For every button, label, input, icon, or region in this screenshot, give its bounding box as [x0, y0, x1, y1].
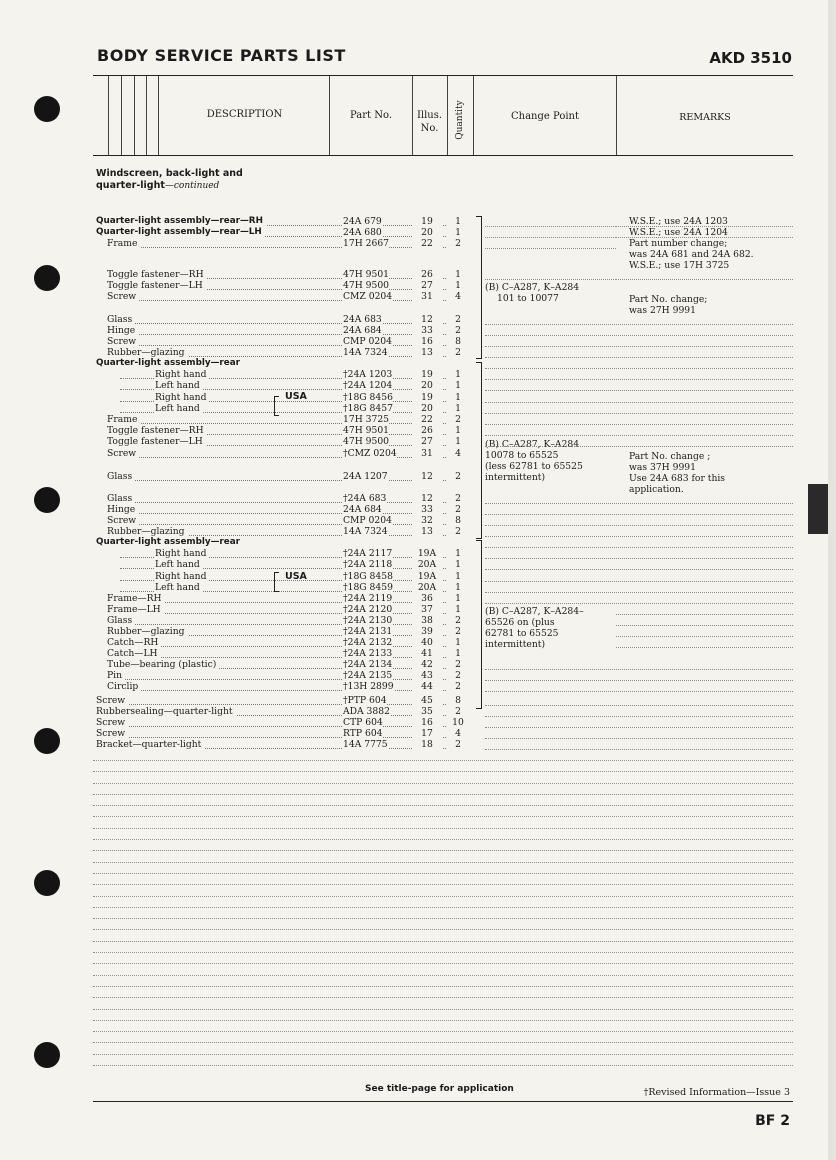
quantity-value: 2: [446, 238, 470, 249]
part-number: 47H 9501: [343, 269, 390, 280]
part-number: 24A 1207: [343, 471, 388, 482]
blank-ruled-line: [93, 963, 793, 964]
part-number: †13H 2899: [343, 681, 394, 692]
part-description: Screw: [107, 291, 139, 302]
quantity-value: 2: [446, 526, 470, 537]
part-description: Circlip: [107, 681, 141, 692]
usa-bracket: [274, 572, 279, 592]
part-description: Right hand: [155, 369, 209, 380]
illustration-number: 33: [412, 504, 442, 515]
quantity-value: 2: [446, 706, 470, 717]
illustration-number: 35: [412, 706, 442, 717]
ruled-line: [485, 603, 793, 604]
quantity-value: 2: [446, 615, 470, 626]
blank-ruled-line: [93, 771, 793, 772]
part-description: Quarter-light assembly—rear: [96, 537, 240, 547]
illustration-number: 36: [412, 593, 442, 604]
quantity-value: 8: [446, 695, 470, 706]
part-description: Left hand: [155, 559, 203, 570]
part-description: Bracket—quarter-light: [96, 739, 204, 750]
blank-ruled-line: [93, 873, 793, 874]
quantity-value: 4: [446, 728, 470, 739]
change-point-note: (B) C–A287, K–A284– 65526 on (plus 62781 to 65525 intermittent): [485, 606, 584, 650]
quantity-value: 8: [446, 515, 470, 526]
part-description: Glass: [107, 615, 135, 626]
illustration-number: 19: [412, 369, 442, 380]
remark-text: W.S.E.; use 17H 3725: [629, 260, 730, 271]
ruled-line: [485, 248, 616, 249]
column-header-change-point: Change Point: [511, 111, 579, 122]
part-number: †24A 2117: [343, 548, 393, 559]
section-title: Windscreen, back-light and quarter-light—continued: [96, 168, 243, 191]
blank-ruled-line: [93, 907, 793, 908]
illustration-number: 16: [412, 336, 442, 347]
illustration-number: 16: [412, 717, 442, 728]
column-header-part-no: Part No.: [350, 110, 392, 121]
ruled-line: [485, 379, 793, 380]
illustration-number: 20A: [412, 582, 442, 593]
table-row: [0, 291, 836, 302]
blank-ruled-line: [93, 816, 793, 817]
blank-ruled-line: [93, 828, 793, 829]
blank-ruled-line: [93, 794, 793, 795]
illustration-number: 27: [412, 436, 442, 447]
ruled-line: [616, 636, 793, 637]
part-number: 14A 7775: [343, 739, 388, 750]
part-description: Glass: [107, 493, 135, 504]
quantity-value: 1: [446, 425, 470, 436]
part-number: CMZ 0204: [343, 291, 393, 302]
ruled-line: [616, 226, 793, 227]
part-number: CTP 604: [343, 717, 383, 728]
illustration-number: 45: [412, 695, 442, 706]
quantity-value: 2: [446, 471, 470, 482]
illustration-number: 43: [412, 670, 442, 681]
part-description: Quarter-light assembly—rear—RH: [96, 216, 266, 227]
illustration-number: 20: [412, 380, 442, 391]
quantity-value: 2: [446, 659, 470, 670]
part-number: †18G 8458: [343, 571, 393, 582]
ruled-line: [485, 669, 793, 670]
ruled-line: [485, 569, 793, 570]
illustration-number: 31: [412, 291, 442, 302]
column-header-quantity: Quantity: [455, 100, 465, 140]
column-rule: [108, 76, 109, 155]
quantity-value: 1: [446, 216, 470, 227]
remark-text: W.S.E.; use 24A 1203: [629, 216, 728, 227]
ruled-line: [485, 335, 793, 336]
quantity-value: 1: [446, 604, 470, 615]
blank-ruled-line: [93, 997, 793, 998]
ruled-line: [485, 435, 793, 436]
illustration-number: 12: [412, 314, 442, 325]
quantity-value: 1: [446, 403, 470, 414]
blank-ruled-line: [93, 884, 793, 885]
illustration-number: 22: [412, 238, 442, 249]
part-number: †24A 1204: [343, 380, 393, 391]
column-header-remarks: REMARKS: [679, 112, 731, 123]
blank-ruled-line: [93, 918, 793, 919]
part-number: †24A 1203: [343, 369, 393, 380]
binder-hole: [34, 870, 60, 896]
part-description: Left hand: [155, 380, 203, 391]
blank-ruled-line: [93, 783, 793, 784]
illustration-number: 39: [412, 626, 442, 637]
part-description: Screw: [96, 695, 128, 706]
ruled-line: [485, 324, 793, 325]
illustration-number: 19: [412, 392, 442, 403]
part-description: Glass: [107, 471, 135, 482]
ruled-line: [485, 346, 793, 347]
column-header-illus: Illus. No.: [416, 110, 443, 134]
quantity-value: 1: [446, 380, 470, 391]
illustration-number: 42: [412, 659, 442, 670]
ruled-line: [485, 279, 616, 280]
part-description: Left hand: [155, 403, 203, 414]
ruled-line: [485, 581, 793, 582]
blank-ruled-line: [93, 839, 793, 840]
part-description: Right hand: [155, 571, 209, 582]
quantity-value: 2: [446, 626, 470, 637]
column-header-description: DESCRIPTION: [206, 109, 283, 120]
illustration-number: 12: [412, 471, 442, 482]
document-code: AKD 3510: [709, 49, 792, 67]
part-description: Catch—RH: [107, 637, 161, 648]
footer-revised-info: †Revised Information—Issue 3: [643, 1087, 790, 1098]
blank-ruled-line: [93, 1031, 793, 1032]
blank-ruled-line: [93, 1020, 793, 1021]
part-number: †24A 2131: [343, 626, 393, 637]
illustration-number: 31: [412, 448, 442, 459]
part-number: 47H 9500: [343, 280, 390, 291]
illustration-number: 13: [412, 347, 442, 358]
ruled-line: [485, 547, 793, 548]
usa-label: USA: [285, 391, 307, 402]
quantity-value: 2: [446, 347, 470, 358]
illustration-number: 13: [412, 526, 442, 537]
quantity-value: 2: [446, 504, 470, 515]
ruled-line: [616, 279, 793, 280]
ruled-line: [485, 716, 793, 717]
part-number: †24A 683: [343, 493, 387, 504]
quantity-value: 1: [446, 369, 470, 380]
illustration-number: 20A: [412, 559, 442, 570]
ruled-line: [485, 368, 793, 369]
part-number: CMP 0204: [343, 336, 392, 347]
quantity-value: 2: [446, 681, 470, 692]
page-title: BODY SERVICE PARTS LIST: [97, 46, 346, 65]
illustration-number: 18: [412, 739, 442, 750]
quantity-value: 2: [446, 739, 470, 750]
ruled-line: [616, 237, 793, 238]
quantity-value: 1: [446, 571, 470, 582]
illustration-number: 40: [412, 637, 442, 648]
part-number: †18G 8456: [343, 392, 393, 403]
remark-text: was 27H 9991: [629, 305, 696, 316]
ruled-line: [485, 558, 793, 559]
quantity-value: 1: [446, 392, 470, 403]
part-description: Screw: [107, 515, 139, 526]
ruled-line: [485, 749, 793, 750]
table-row: [0, 448, 836, 459]
ruled-line: [616, 625, 793, 626]
blank-ruled-line: [93, 952, 793, 953]
quantity-value: 1: [446, 280, 470, 291]
part-number: 24A 679: [343, 216, 382, 227]
part-description: Right hand: [155, 548, 209, 559]
part-number: 24A 683: [343, 314, 382, 325]
part-description: Screw: [96, 728, 128, 739]
blank-ruled-line: [93, 929, 793, 930]
remark-text: Part No. change ;: [629, 451, 711, 462]
ruled-line: [485, 413, 793, 414]
part-description: Screw: [96, 717, 128, 728]
blank-ruled-line: [93, 986, 793, 987]
blank-ruled-line: [93, 862, 793, 863]
illustration-number: 20: [412, 227, 442, 238]
part-description: Pin: [107, 670, 125, 681]
blank-ruled-line: [93, 1065, 793, 1066]
ruled-line: [485, 592, 793, 593]
ruled-line: [485, 727, 793, 728]
part-number: CMP 0204: [343, 515, 392, 526]
blank-ruled-line: [93, 805, 793, 806]
ruled-line: [485, 237, 616, 238]
part-number: 24A 680: [343, 227, 382, 238]
remark-text: Use 24A 683 for this: [629, 473, 726, 484]
part-number: 24A 684: [343, 325, 382, 336]
illustration-number: 33: [412, 325, 442, 336]
quantity-value: 1: [446, 436, 470, 447]
header-bottom-rule: [93, 155, 793, 156]
illustration-number: 17: [412, 728, 442, 739]
illustration-number: 37: [412, 604, 442, 615]
part-number: †24A 2130: [343, 615, 393, 626]
binder-hole: [34, 1042, 60, 1068]
illustration-number: 38: [412, 615, 442, 626]
remark-text: was 37H 9991: [629, 462, 696, 473]
illustration-number: 22: [412, 414, 442, 425]
part-number: 14A 7324: [343, 347, 388, 358]
ruled-line: [485, 390, 793, 391]
group-bracket: [476, 362, 482, 539]
quantity-value: 4: [446, 448, 470, 459]
footer-rule: [93, 1101, 793, 1102]
ruled-line: [616, 647, 793, 648]
part-description: Tube—bearing (plastic): [107, 659, 219, 670]
part-number: †24A 2118: [343, 559, 393, 570]
ruled-line: [485, 536, 793, 537]
part-description: Hinge: [107, 325, 138, 336]
usa-bracket: [274, 396, 279, 416]
illustration-number: 26: [412, 425, 442, 436]
part-description: Rubber—glazing: [107, 526, 188, 537]
part-description: Quarter-light assembly—rear: [96, 358, 240, 368]
quantity-value: 1: [446, 582, 470, 593]
change-point-note: (B) C–A287, K–A284 10078 to 65525 (less 62781 to 65525 intermittent): [485, 439, 583, 483]
header-top-rule: [93, 75, 793, 76]
column-rule: [146, 76, 147, 155]
part-description: Hinge: [107, 504, 138, 515]
illustration-number: 12: [412, 493, 442, 504]
part-description: Rubber—glazing: [107, 626, 188, 637]
part-description: Frame—RH: [107, 593, 165, 604]
illustration-number: 20: [412, 403, 442, 414]
footer-application-note: See title-page for application: [365, 1084, 514, 1094]
part-number: †24A 2119: [343, 593, 393, 604]
quantity-value: 4: [446, 291, 470, 302]
ruled-line: [485, 691, 793, 692]
blank-ruled-line: [93, 896, 793, 897]
quantity-value: 1: [446, 593, 470, 604]
blank-ruled-line: [93, 1042, 793, 1043]
ruled-line: [485, 680, 793, 681]
blank-ruled-line: [93, 760, 793, 761]
quantity-value: 1: [446, 548, 470, 559]
group-bracket: [476, 540, 482, 709]
quantity-value: 2: [446, 414, 470, 425]
quantity-value: 2: [446, 325, 470, 336]
blank-ruled-line: [93, 1009, 793, 1010]
part-number: †18G 8457: [343, 403, 393, 414]
binder-hole: [34, 96, 60, 122]
ruled-line: [616, 614, 793, 615]
quantity-value: 1: [446, 227, 470, 238]
blank-ruled-line: [93, 1054, 793, 1055]
part-number: 47H 9501: [343, 425, 390, 436]
part-description: Rubber—glazing: [107, 347, 188, 358]
quantity-value: 10: [446, 717, 470, 728]
ruled-line: [485, 503, 793, 504]
part-description: Frame: [107, 238, 140, 249]
part-number: †24A 2132: [343, 637, 393, 648]
part-description: Right hand: [155, 392, 209, 403]
quantity-value: 2: [446, 314, 470, 325]
part-number: 17H 3725: [343, 414, 390, 425]
part-number: †24A 2135: [343, 670, 393, 681]
quantity-value: 1: [446, 559, 470, 570]
part-description: Frame: [107, 414, 140, 425]
part-number: †24A 2134: [343, 659, 393, 670]
part-description: Left hand: [155, 582, 203, 593]
usa-label: USA: [285, 571, 307, 582]
column-rule: [134, 76, 135, 155]
part-description: Frame—LH: [107, 604, 164, 615]
part-description: Quarter-light assembly—rear—LH: [96, 227, 265, 238]
quantity-value: 1: [446, 648, 470, 659]
blank-ruled-line: [93, 975, 793, 976]
part-number: †PTP 604: [343, 695, 387, 706]
part-description: Screw: [107, 336, 139, 347]
ruled-line: [485, 514, 793, 515]
group-bracket: [476, 216, 482, 359]
part-number: †18G 8459: [343, 582, 393, 593]
column-rule: [158, 76, 159, 155]
quantity-value: 1: [446, 269, 470, 280]
quantity-value: 8: [446, 336, 470, 347]
change-point-note: (B) C–A287, K–A284 101 to 10077: [485, 282, 580, 304]
illustration-number: 27: [412, 280, 442, 291]
remark-text: application.: [629, 484, 684, 495]
quantity-value: 2: [446, 670, 470, 681]
part-description: Glass: [107, 314, 135, 325]
part-description: Toggle fastener—LH: [107, 436, 206, 447]
part-description: Screw: [107, 448, 139, 459]
table-row: [0, 648, 836, 659]
part-number: 14A 7324: [343, 526, 388, 537]
part-description: Toggle fastener—LH: [107, 280, 206, 291]
part-description: Rubbersealing—quarter-light: [96, 706, 236, 717]
ruled-line: [485, 705, 793, 706]
part-description: Toggle fastener—RH: [107, 269, 207, 280]
illustration-number: 19A: [412, 571, 442, 582]
ruled-line: [485, 424, 793, 425]
ruled-line: [485, 446, 793, 447]
remark-text: Part number change;: [629, 238, 728, 249]
part-number: 47H 9500: [343, 436, 390, 447]
remark-text: Part No. change;: [629, 294, 708, 305]
blank-ruled-line: [93, 941, 793, 942]
ruled-line: [485, 738, 793, 739]
part-number: ADA 3882: [343, 706, 390, 717]
illustration-number: 26: [412, 269, 442, 280]
part-number: †24A 2120: [343, 604, 393, 615]
part-description: Toggle fastener—RH: [107, 425, 207, 436]
ruled-line: [485, 402, 793, 403]
quantity-value: 1: [446, 637, 470, 648]
illustration-number: 32: [412, 515, 442, 526]
quantity-value: 2: [446, 493, 470, 504]
illustration-number: 19A: [412, 548, 442, 559]
part-number: 17H 2667: [343, 238, 390, 249]
illustration-number: 19: [412, 216, 442, 227]
part-number: †24A 2133: [343, 648, 393, 659]
remark-text: W.S.E.; use 24A 1204: [629, 227, 728, 238]
part-description: Catch—LH: [107, 648, 161, 659]
part-number: 24A 684: [343, 504, 382, 515]
illustration-number: 41: [412, 648, 442, 659]
table-row: [0, 280, 836, 291]
illustration-number: 44: [412, 681, 442, 692]
part-number: RTP 604: [343, 728, 383, 739]
ruled-line: [485, 226, 616, 227]
ruled-line: [485, 525, 793, 526]
part-number: †CMZ 0204: [343, 448, 397, 459]
page-number: BF 2: [755, 1113, 790, 1129]
remark-text: was 24A 681 and 24A 682.: [629, 249, 754, 260]
column-rule: [121, 76, 122, 155]
ruled-line: [485, 357, 793, 358]
blank-ruled-line: [93, 850, 793, 851]
